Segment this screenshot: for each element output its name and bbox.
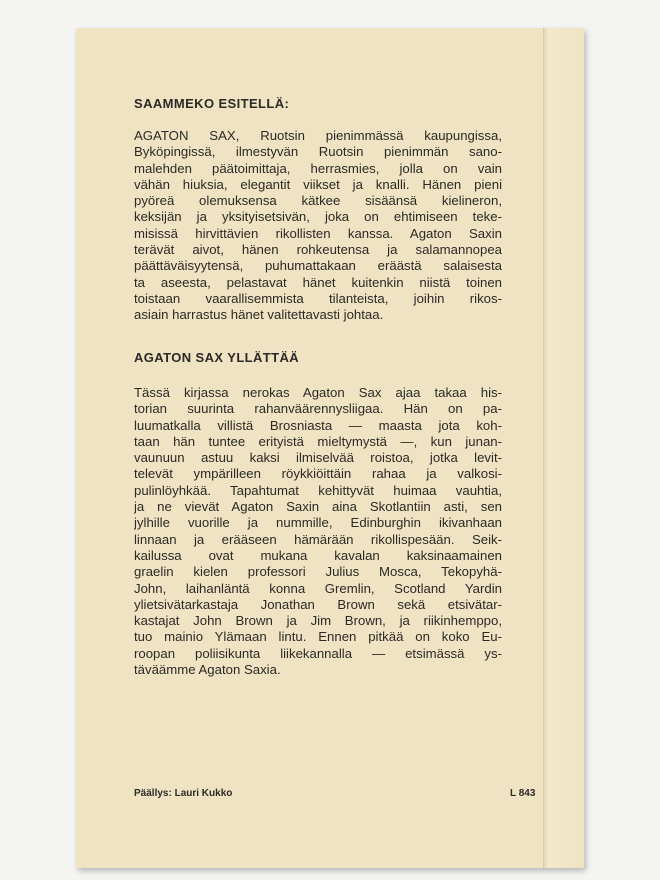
catalog-code: L 843 <box>510 788 536 799</box>
section-heading-summary: AGATON SAX YLLÄTTÄÄ <box>134 350 300 365</box>
text-line: terävät aivot, hänen rohkeutensa ja salamannopea <box>134 242 502 258</box>
text-line: pyöreä olemuksensa kätkee sisäänsä kielineron, <box>134 193 502 209</box>
text-line: torian suurinta rahanväärennysliigaa. Hän on pa- <box>134 401 502 417</box>
text-line: linnaan ja erääseen hämärään rikollispesään. Seik- <box>134 531 502 547</box>
text-line: keksijän ja yksityisetsivän, joka on ehtimiseen teke- <box>134 209 502 225</box>
text-line: ja ne vievät Agaton Saxin aina Skotlantiin asti, sen <box>134 499 502 515</box>
cover-credit: Päällys: Lauri Kukko <box>134 788 233 799</box>
text-line: vaunuun astuu kaksi ilmiselvää roistoa, jotka levit- <box>134 450 502 466</box>
text-line: päättäväisyytensä, puhumattakaan eräästä salaisesta <box>134 258 502 274</box>
text-line: ylietsivätarkastaja Jonathan Brown sekä etsivätar- <box>134 596 502 612</box>
text-line: televät ympärilleen röykkiöittäin rahaa ja valkosi- <box>134 466 502 482</box>
text-line: vähän hiuksia, elegantit viikset ja knalli. Hänen pieni <box>134 176 502 192</box>
intro-paragraph <box>134 128 502 324</box>
text-line: kastajat John Brown ja Jim Brown, ja riikinhemppo, <box>134 613 502 629</box>
text-line: John, laihanläntä konna Gremlin, Scotland Yardin <box>134 580 502 596</box>
text-line: AGATON SAX, Ruotsin pienimmässä kaupungissa, <box>134 128 502 143</box>
text-line: tuo mainio Ylämaan lintu. Ennen pitkää on koko Eu- <box>134 629 502 645</box>
book-back-cover <box>76 28 584 868</box>
section-heading-intro: SAAMMEKO ESITELLÄ: <box>134 96 290 111</box>
text-line: luumatkalla villistä Brosniasta — maasta jota koh- <box>134 417 502 433</box>
text-line: roopan poliisikunta liikekannalla — etsimässä ys- <box>134 645 502 661</box>
text-line: graelin kielen professori Julius Mosca, Tekopyhä- <box>134 564 502 580</box>
text-line: malehden päätoimittaja, herrasmies, jolla on vain <box>134 160 502 176</box>
summary-paragraph <box>134 385 502 678</box>
text-line: asiain harrastus hänet valitettavasti johtaa. <box>134 307 384 323</box>
text-line: Tässä kirjassa nerokas Agaton Sax ajaa takaa his- <box>134 385 502 400</box>
text-line: taan hän tuntee erityistä mieltymystä —, kun junan- <box>134 433 502 449</box>
text-line: täväämme Agaton Saxia. <box>134 662 281 678</box>
text-line: ta aseesta, pelastavat hänet kuitenkin niistä toinen <box>134 274 502 290</box>
text-line: misissä hirvittävien rikollisten kanssa. Agaton Saxin <box>134 225 502 241</box>
text-line: pulinlöyhkää. Tapahtumat kehittyvät huimaa vauhtia, <box>134 482 502 498</box>
book-spine <box>543 28 584 868</box>
text-line: kailussa ovat mukana kavalan kaksinaamainen <box>134 547 502 563</box>
text-line: toistaan vaarallisemmista tilanteista, joihin rikos- <box>134 290 502 306</box>
text-line: Byköpingissä, ilmestyvän Ruotsin pienimmän sano- <box>134 144 502 160</box>
text-line: jylhille vuorille ja nummille, Edinburghin ikivanhaan <box>134 515 502 531</box>
